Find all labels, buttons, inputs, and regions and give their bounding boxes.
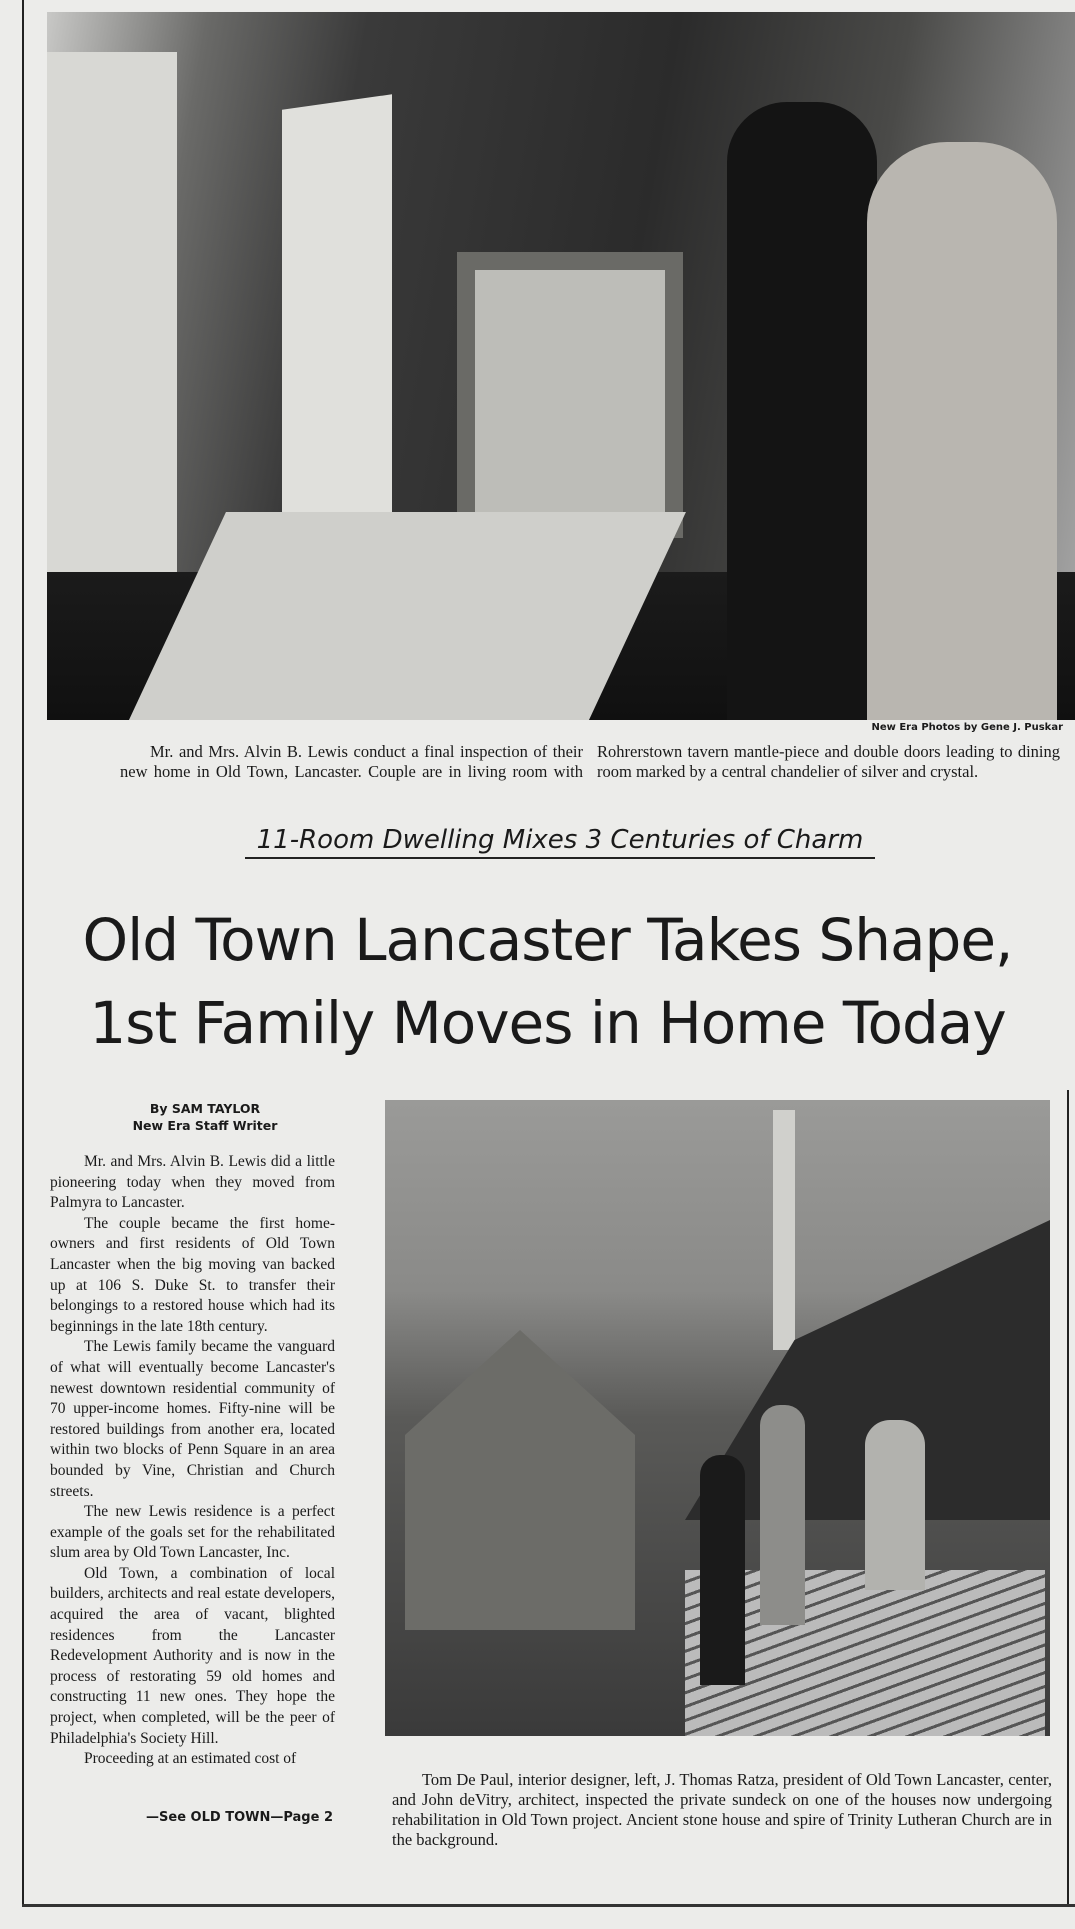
paragraph: Mr. and Mrs. Alvin B. Lewis did a little pioneering today when they moved from Palmyra to Lancaster. [50, 1153, 335, 1212]
church-spire [773, 1110, 795, 1350]
person-left [700, 1455, 745, 1685]
paragraph: The couple became the first home-owners and first residents of Old Town Lancaster when the big moving van backed up at 106 S. Duke St. to transfer their belongings to a restored house which had its beginnings in the late 18th century. [50, 1214, 335, 1335]
rug [128, 512, 686, 720]
bottom-rule [22, 1904, 1075, 1907]
byline-title: New Era Staff Writer [132, 1118, 278, 1133]
person-center [760, 1405, 805, 1625]
paragraph: Old Town, a combination of local builders, architects and real estate developers, acquired the area of vacant, blighted residences from the Lancaster Redevelopment Authority and is now in the process of restorating 59 old homes and constructing 11 new ones. They hope the project, when completed, will be the peer of Philadelphia's Society Hill. [50, 1564, 335, 1747]
bottom-photo-caption: Tom De Paul, interior designer, left, J. Thomas Ratza, president of Old Town Lancaster, center, and John deVitry, architect, inspected the private sundeck on one of the houses now undergoing rehabilitation in Old Town project. Ancient stone house and spire of Trinity Lutheran Church are in the background. [392, 1770, 1052, 1849]
photo-credit: New Era Photos by Gene J. Puskar [871, 722, 1063, 733]
door [47, 52, 177, 652]
man-figure [727, 102, 877, 720]
door [282, 94, 392, 579]
stone-house [405, 1330, 635, 1630]
kicker-headline: 11-Room Dwelling Mixes 3 Centuries of Charm [245, 825, 875, 859]
top-photo-caption: Mr. and Mrs. Alvin B. Lewis conduct a final inspection of their new home in Old Town, Lancaster. Couple are in living room with Rohrerstown tavern mantle-piece and double doors leading to dining room marked by a central chandelier of silver and crystal. [120, 742, 1060, 781]
paragraph: The Lewis family became the vanguard of what will eventually become Lancaster's newest downtown residential community of 70 upper-income homes. Fifty-nine will be restored buildings from another era, located within two blocks of Penn Square in an area bounded by Vine, Christian and Church streets. [50, 1338, 335, 1500]
right-border [1067, 1090, 1069, 1906]
article-body [50, 1152, 335, 1770]
fireplace [457, 252, 683, 538]
woman-figure [867, 142, 1057, 720]
rooftop-photo [385, 1100, 1050, 1736]
headline-line-2: 1st Family Moves in Home Today [89, 989, 1006, 1057]
byline [60, 1100, 350, 1134]
headline-line-1: Old Town Lancaster Takes Shape, [82, 906, 1013, 974]
living-room-photo [47, 12, 1075, 720]
byline-author: By SAM TAYLOR [149, 1101, 261, 1116]
paragraph: The new Lewis residence is a perfect example of the goals set for the rehabilitated slum area by Old Town Lancaster, Inc. [50, 1503, 335, 1562]
jump-link[interactable]: —See OLD TOWN—Page 2 [146, 1810, 333, 1825]
paragraph: Proceeding at an estimated cost of [84, 1750, 297, 1768]
person-right [865, 1420, 925, 1590]
